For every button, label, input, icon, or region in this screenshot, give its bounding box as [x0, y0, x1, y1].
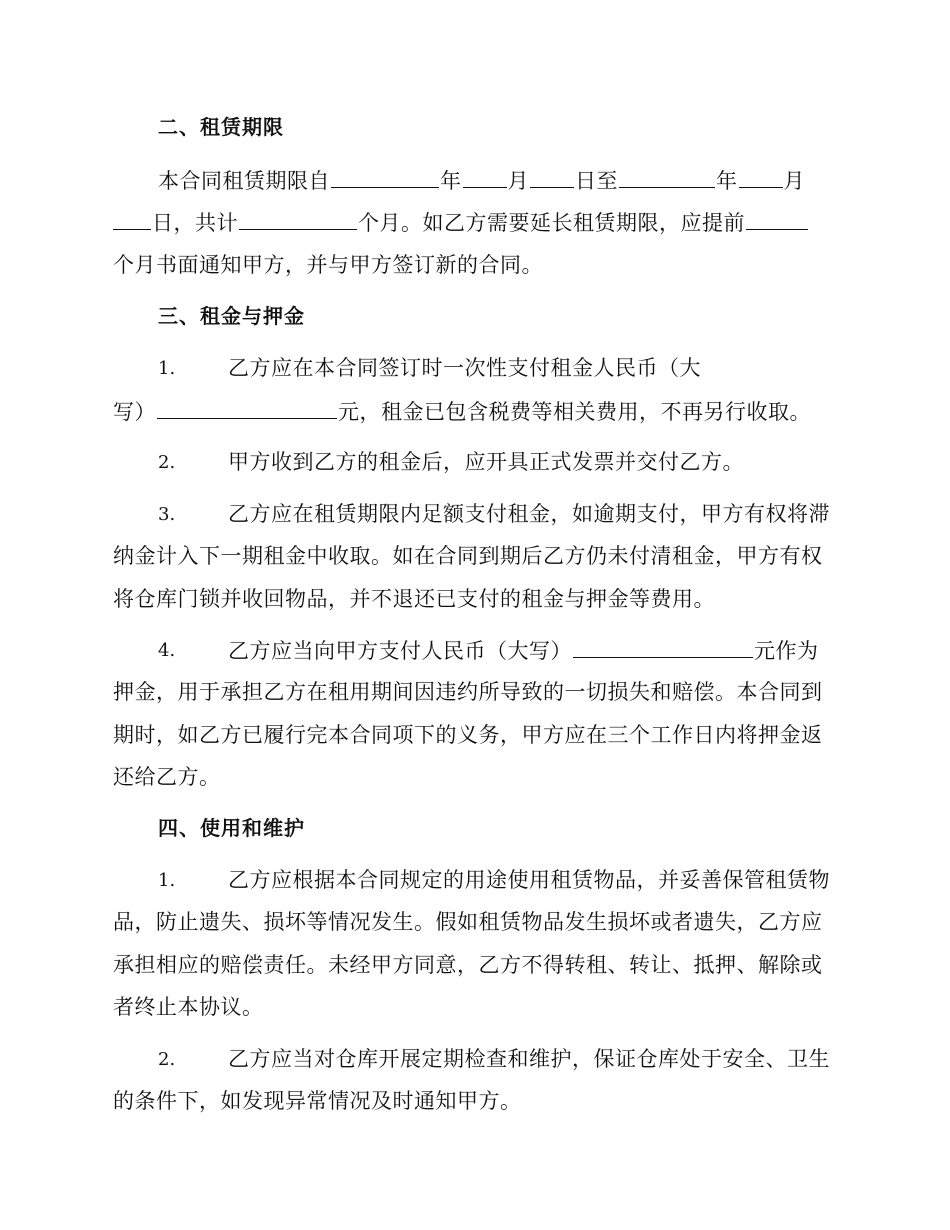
lease-term-line-1: 本合同租赁期限自 年 月 日至 年 月 — [158, 165, 805, 196]
notice-months-blank[interactable] — [746, 207, 808, 230]
section-heading-rent-deposit: 三、租金与押金 — [158, 304, 305, 328]
rent-item-2-line-1: 甲方收到乙方的租金后，应开具正式发票并交付乙方。 — [228, 450, 744, 474]
end-year-blank[interactable] — [619, 165, 715, 188]
use-item-1-line-4: 者终止本协议。 — [113, 995, 264, 1019]
lease-term-line-2: 日，共计 个月。如乙方需要延长租赁期限，应提前 — [113, 207, 809, 238]
start-year-blank[interactable] — [331, 165, 439, 188]
rent-item-3-line-2: 纳金计入下一期租金中收取。如在合同到期后乙方仍未付清租金，甲方有权 — [113, 544, 823, 568]
rent-item-4-line-1: 乙方应当向甲方支付人民币（大写） 元作为 — [228, 635, 819, 666]
start-month-blank[interactable] — [463, 165, 507, 188]
start-day-blank[interactable] — [530, 165, 574, 188]
rent-item-3-line-3: 将仓库门锁并收回物品，并不退还已支付的租金与押金等费用。 — [113, 587, 715, 611]
use-item-1-line-2: 品，防止遗失、损坏等情况发生。假如租赁物品发生损坏或者遗失，乙方应 — [113, 910, 823, 934]
rent-item-3-line-1: 乙方应在租赁期限内足额支付租金，如逾期支付，甲方有权将滞 — [228, 502, 830, 526]
rent-amount-blank[interactable] — [157, 396, 337, 419]
rent-item-4-line-2: 押金，用于承担乙方在租用期间因违约所导致的一切损失和赔偿。本合同到 — [113, 680, 823, 704]
section-heading-lease-term: 二、租赁期限 — [158, 115, 284, 139]
section-heading-use-maintenance: 四、使用和维护 — [158, 816, 305, 840]
rent-item-1-line-1: 乙方应在本合同签订时一次性支付租金人民币（大 — [228, 356, 701, 380]
use-item-1-line-3: 承担相应的赔偿责任。未经甲方同意，乙方不得转租、转让、抵押、解除或 — [113, 953, 823, 977]
rent-item-3-number: 3. — [158, 504, 176, 525]
use-item-2-line-2: 的条件下，如发现异常情况及时通知甲方。 — [113, 1089, 522, 1113]
deposit-amount-blank[interactable] — [573, 635, 753, 658]
use-item-2-number: 2. — [158, 1049, 176, 1070]
end-day-blank[interactable] — [113, 207, 151, 230]
lease-term-line-3: 个月书面通知甲方，并与甲方签订新的合同。 — [113, 253, 543, 277]
use-item-1-line-1: 乙方应根据本合同规定的用途使用租赁物品，并妥善保管租赁物 — [228, 868, 830, 892]
rent-item-4-number: 4. — [158, 640, 176, 661]
total-months-blank[interactable] — [239, 207, 357, 230]
use-item-1-number: 1. — [158, 870, 176, 891]
rent-item-2-number: 2. — [158, 452, 176, 473]
rent-item-1-number: 1. — [158, 358, 176, 379]
rent-item-1-line-2: 写） 元，租金已包含税费等相关费用，不再另行收取。 — [113, 396, 811, 427]
end-month-blank[interactable] — [739, 165, 783, 188]
use-item-2-line-1: 乙方应当对仓库开展定期检查和维护，保证仓库处于安全、卫生 — [228, 1047, 830, 1071]
rent-item-4-line-4: 还给乙方。 — [113, 765, 221, 789]
rent-item-4-line-3: 期时，如乙方已履行完本合同项下的义务，甲方应在三个工作日内将押金返 — [113, 723, 823, 747]
